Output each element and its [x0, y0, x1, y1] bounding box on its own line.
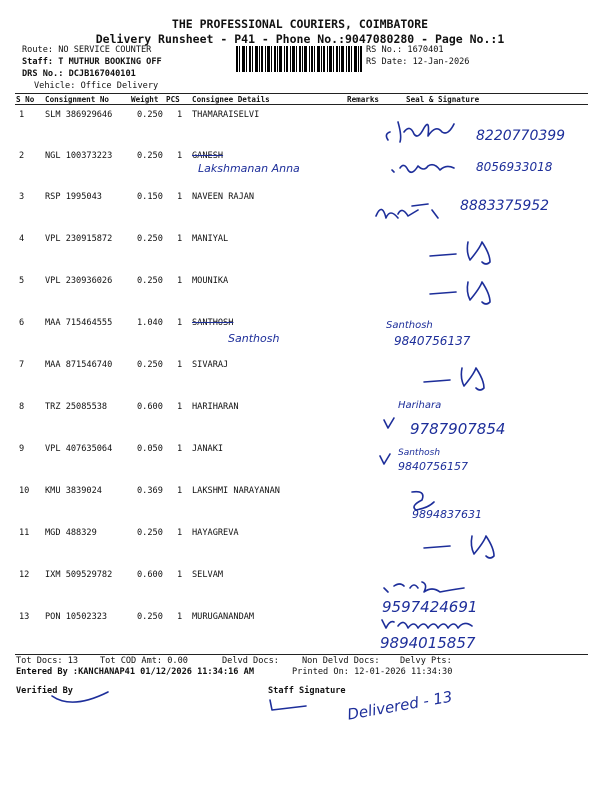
initial-scribble	[428, 278, 498, 308]
row-pcs: 1	[177, 192, 183, 202]
row-sno: 5	[19, 276, 25, 286]
row-consignment: MAA 871546740	[45, 360, 113, 370]
table-row	[15, 318, 588, 359]
row-pcs: 1	[177, 570, 183, 580]
table-bottom-rule	[15, 654, 588, 655]
table-row	[15, 234, 588, 275]
signature-scribble	[382, 578, 472, 598]
row-weight: 0.050	[137, 444, 163, 454]
row-sno: 3	[19, 192, 25, 202]
row-pcs: 1	[177, 151, 183, 161]
col-sno: S No	[16, 95, 35, 104]
barcode-image	[236, 46, 362, 72]
signature-phone: 9840756137	[394, 334, 471, 348]
row-weight: 0.600	[137, 570, 163, 580]
total-docs: Tot Docs: 13	[16, 656, 79, 666]
row-sno: 13	[19, 612, 30, 622]
row-sno: 6	[19, 318, 25, 328]
row-pcs: 1	[177, 360, 183, 370]
row-pcs: 1	[177, 612, 183, 622]
row-pcs: 1	[177, 110, 183, 120]
row-consignment: MGD 488329	[45, 528, 97, 538]
row-pcs: 1	[177, 234, 183, 244]
row-consignment: VPL 230915872	[45, 234, 113, 244]
row-consignee: MURUGANANDAM	[192, 612, 255, 622]
row-consignee: SANTHOSH	[192, 318, 234, 328]
row-consignment: KMU 3839024	[45, 486, 102, 496]
non-delivered-docs: Non Delvd Docs:	[302, 656, 380, 666]
consignee-correction: Lakshmanan Anna	[198, 162, 300, 175]
signature-phone: 8883375952	[460, 198, 550, 214]
row-pcs: 1	[177, 444, 183, 454]
col-remarks: Remarks	[347, 95, 380, 104]
signature-phone: 9787907854	[410, 420, 506, 438]
row-pcs: 1	[177, 402, 183, 412]
signature-scribble	[390, 160, 470, 178]
table-row	[15, 486, 588, 527]
row-sno: 10	[19, 486, 30, 496]
row-sno: 2	[19, 151, 25, 161]
row-pcs: 1	[177, 486, 183, 496]
row-consignee: MOUNIKA	[192, 276, 229, 286]
drs-label: DRS No.: DCJB167040101	[22, 69, 136, 79]
signature-name: Santhosh	[386, 320, 433, 331]
row-weight: 0.250	[137, 234, 163, 244]
row-weight: 0.369	[137, 486, 163, 496]
row-sno: 11	[19, 528, 30, 538]
row-consignment: NGL 100373223	[45, 151, 113, 161]
col-signature: Seal & Signature	[406, 95, 480, 104]
row-weight: 0.600	[137, 402, 163, 412]
table-row	[15, 570, 588, 611]
rs-date: RS Date: 12-Jan-2026	[366, 57, 470, 67]
row-consignment: VPL 230936026	[45, 276, 113, 286]
delivery-points: Delvy Pts:	[400, 656, 452, 666]
row-consignee: THAMARAISELVI	[192, 110, 260, 120]
row-sno: 4	[19, 234, 25, 244]
verified-by-label: Verified By	[16, 686, 73, 696]
staff-label: Staff: T MUTHUR BOOKING OFF	[22, 57, 162, 67]
col-weight: Weight	[131, 95, 159, 104]
table-row	[15, 528, 588, 569]
row-consignee: SELVAM	[192, 570, 224, 580]
row-consignment: MAA 715464555	[45, 318, 113, 328]
table-row	[15, 444, 588, 485]
row-consignee: HAYAGREVA	[192, 528, 239, 538]
delivered-docs: Delvd Docs:	[222, 656, 279, 666]
row-consignee: HARIHARAN	[192, 402, 239, 412]
initial-scribble	[428, 236, 498, 266]
signature-scribble	[408, 488, 442, 510]
rs-number: RS No.: 1670401	[366, 45, 444, 55]
row-weight: 0.250	[137, 276, 163, 286]
row-consignee: JANAKI	[192, 444, 224, 454]
row-consignment: PON 10502323	[45, 612, 108, 622]
printed-on: Printed On: 12-01-2026 11:34:30	[292, 667, 453, 677]
vehicle-label: Vehicle: Office Delivery	[34, 81, 159, 91]
table-top-rule	[15, 93, 588, 94]
row-weight: 0.150	[137, 192, 163, 202]
row-weight: 0.250	[137, 528, 163, 538]
row-consignee: LAKSHMI NARAYANAN	[192, 486, 280, 496]
staff-signature-scribble	[266, 698, 310, 712]
row-pcs: 1	[177, 276, 183, 286]
col-consignee: Consignee Details	[192, 95, 270, 104]
col-pcs: PCS	[166, 95, 180, 104]
signature-name: Harihara	[398, 400, 442, 411]
row-weight: 0.250	[137, 612, 163, 622]
row-weight: 0.250	[137, 360, 163, 370]
row-pcs: 1	[177, 528, 183, 538]
table-row	[15, 360, 588, 401]
tick-scribble	[378, 452, 392, 466]
total-cod-amount: Tot COD Amt: 0.00	[100, 656, 188, 666]
signature-scribble	[380, 616, 520, 632]
signature-phone: 9840756157	[398, 460, 468, 473]
signature-name: Santhosh	[398, 448, 441, 458]
verified-signature-scribble	[50, 690, 110, 706]
row-weight: 0.250	[137, 151, 163, 161]
row-consignee: GANESH	[192, 151, 224, 161]
signature-phone: 9597424691	[382, 598, 478, 616]
tick-scribble	[382, 416, 396, 430]
signature-scribble	[382, 118, 472, 144]
initial-scribble	[422, 528, 502, 560]
staff-signature-label: Staff Signature	[268, 686, 346, 696]
table-row	[15, 276, 588, 317]
row-consignment: TRZ 25085538	[45, 402, 108, 412]
row-pcs: 1	[177, 318, 183, 328]
row-sno: 12	[19, 570, 30, 580]
row-consignee: SIVARAJ	[192, 360, 229, 370]
row-consignee: NAVEEN RAJAN	[192, 192, 255, 202]
row-consignee: MANIYAL	[192, 234, 229, 244]
table-header-rule	[15, 104, 588, 105]
delivered-note: Delivered - 13	[346, 687, 454, 724]
row-sno: 7	[19, 360, 25, 370]
signature-phone: 8220770399	[476, 128, 566, 144]
consignee-correction: Santhosh	[228, 332, 280, 345]
row-sno: 9	[19, 444, 25, 454]
route-label: Route: NO SERVICE COUNTER	[22, 45, 152, 55]
company-title: THE PROFESSIONAL COURIERS, COIMBATORE	[171, 17, 429, 31]
row-weight: 1.040	[137, 318, 163, 328]
row-consignment: VPL 407635064	[45, 444, 113, 454]
signature-scribble	[372, 200, 452, 224]
col-consignment: Consignment No	[45, 95, 110, 104]
row-consignment: IXM 509529782	[45, 570, 113, 580]
initial-scribble	[422, 362, 492, 392]
row-consignment: RSP 1995043	[45, 192, 102, 202]
signature-phone: 9894837631	[412, 508, 482, 521]
runsheet-title: Delivery Runsheet - P41 - Phone No.:9047080280 - Page No.:1	[95, 32, 505, 46]
row-weight: 0.250	[137, 110, 163, 120]
row-consignment: SLM 386929646	[45, 110, 113, 120]
signature-phone: 9894015857	[380, 634, 476, 652]
row-sno: 1	[19, 110, 25, 120]
entered-by: Entered By :KANCHANAP41 01/12/2026 11:34:16 AM	[16, 667, 254, 677]
signature-phone: 8056933018	[476, 160, 553, 174]
row-sno: 8	[19, 402, 25, 412]
